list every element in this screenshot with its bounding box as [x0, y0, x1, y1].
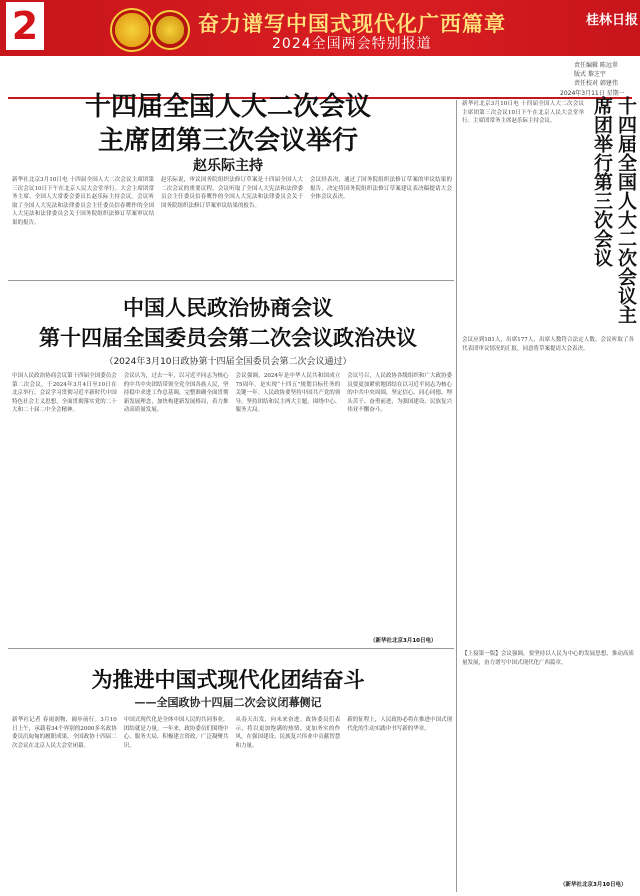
article1-byline: 赵乐际主持	[193, 158, 263, 174]
article3-column: 新的征程上，人民政协必将在推进中国式现代化的生动实践中书写新的华章。	[347, 717, 452, 732]
article1-column: 新华社北京3月10日电 十四届全国人大二次会议主席团第三次会议10日下午在北京人民大会堂举行。大会主席团常务主席、全国人大常委会委员长赵乐际主持会议。会议听取了全国人大宪法和法律委员会主任委员信春鹰作的全国人大宪法和法律委员会关于国务院组织法修订草案审议结果的报告。	[12, 177, 154, 226]
article3-subtitle: ——全国政协十四届二次会议闭幕侧记	[134, 696, 322, 709]
article2-source-tag: （新华社北京3月10日电）	[370, 638, 437, 644]
editor-line: 责任校对 韩建伟	[574, 80, 618, 87]
sidebar-source-tag: （新华社北京3月10日电）	[560, 882, 627, 888]
sidebar-divider	[456, 100, 457, 892]
article2-title-line2: 第十四届全国委员会第二次会议政治决议	[39, 326, 417, 350]
article2-title-line1: 中国人民政治协商会议	[123, 296, 333, 320]
article2-body	[12, 372, 452, 634]
article2-subnote: （2024年3月10日政协第十四届全国委员会第二次会议通过）	[104, 357, 352, 367]
cppcc-emblem-icon	[150, 10, 190, 50]
article2-column: 中国人民政治协商会议第十四届全国委员会第二次会议，于2024年3月4日至10日在北京举行。会议学习贯彻习近平新时代中国特色社会主义思想，全面贯彻落实党的二十大和二十届二中全会精神。	[12, 373, 117, 413]
banner-subtitle: 2024全国两会特别报道	[272, 36, 432, 52]
article2-column: 会议号召，人民政协各级组织和广大政协委员要更加紧密地团结在以习近平同志为核心的中共中央周围，坚定信心、同心同德、埋头苦干、奋勇前进，为强国建设、民族复兴伟业不懈奋斗。	[347, 373, 452, 413]
sidebar-title: 十四届全国人大二次会议主席团举行第三次会议	[591, 96, 637, 324]
sidebar-column: 新华社北京3月10日电 十四届全国人大二次会议主席团第三次会议10日下午在北京人民大会堂举行。主席团常务主席赵乐际主持会议。	[462, 101, 584, 124]
sidebar-body-lower	[462, 650, 634, 888]
national-emblem-icon	[110, 8, 154, 52]
article1-column: 会议经表决，通过了国务院组织法修订草案的审议结果的报告，决定将国务院组织法修订草案建议表决稿提请大会全体会议表决。	[310, 177, 452, 200]
section-divider	[8, 280, 454, 281]
masthead-banner	[0, 0, 640, 56]
sidebar-column: 会议应到181人，出席177人，出席人数符合法定人数。会议听取了各代表团审议情况的汇报，同意将草案提请大会表决。	[462, 337, 634, 352]
article3-column: 中国式现代化是全体中国人民的共同事业，团结就是力量。一年来，政协委员们围绕中心、服务大局，积极建言资政，广泛凝聚共识。	[123, 717, 229, 749]
article3-column: 从春天出发，向未来奋进。政协委员们表示，将以更加饱满的热情、更加务实的作风，在强国建设、民族复兴伟业中贡献智慧和力量。	[235, 717, 341, 749]
issue-date: 2024年3月11日 星期一	[560, 90, 625, 97]
editor-line: 责任编辑 陈远翠	[574, 62, 618, 69]
article1-body	[12, 176, 452, 276]
article1-column: 赵乐际说，审议国务院组织法修订草案是十四届全国人大二次会议的重要议程。会议听取了全国人大宪法和法律委员会主任委员信春鹰作的全国人大宪法和法律委员会关于国务院组织法修订草案审议结果的报告。	[161, 177, 303, 209]
article1-title-line2: 主席团第三次会议举行	[97, 126, 358, 156]
article3-title: 为推进中国式现代化团结奋斗	[91, 668, 365, 692]
article2-column: 会议认为，过去一年，以习近平同志为核心的中共中央团结带领全党全国各族人民，坚持稳中求进工作总基调，完整准确全面贯彻新发展理念，加快构建新发展格局，着力推动高质量发展。	[123, 373, 229, 413]
sidebar-column: 【上接第一版】会议强调，要坚持以人民为中心的发展思想，推动高质量发展，奋力谱写中国式现代化广西篇章。	[462, 651, 634, 666]
article3-column: 新华社记者 春雨润物，阔步前行。3月10日上午，承载着34个界别的2000多名政协委员沉甸甸的履职成果，全国政协十四届二次会议在北京人民大会堂闭幕。	[12, 717, 117, 749]
editor-line: 版式 黎芝宇	[574, 71, 606, 78]
section-divider	[8, 648, 454, 649]
sidebar-body-middle	[462, 336, 634, 636]
page-number: 2	[6, 2, 44, 50]
article3-body	[12, 716, 452, 888]
editor-credits	[574, 61, 636, 88]
article1-title-line1: 十四届全国人大二次会议	[84, 92, 371, 122]
banner-title: 奋力谱写中国式现代化广西篇章	[198, 12, 506, 36]
newspaper-brand: 桂林日报	[586, 13, 639, 28]
article2-column: 会议强调，2024年是中华人民共和国成立75周年，是实现“十四五”规划目标任务的关键一年。人民政协要坚持中国共产党的领导，坚持团结和民主两大主题，围绕中心、服务大局。	[235, 373, 341, 413]
